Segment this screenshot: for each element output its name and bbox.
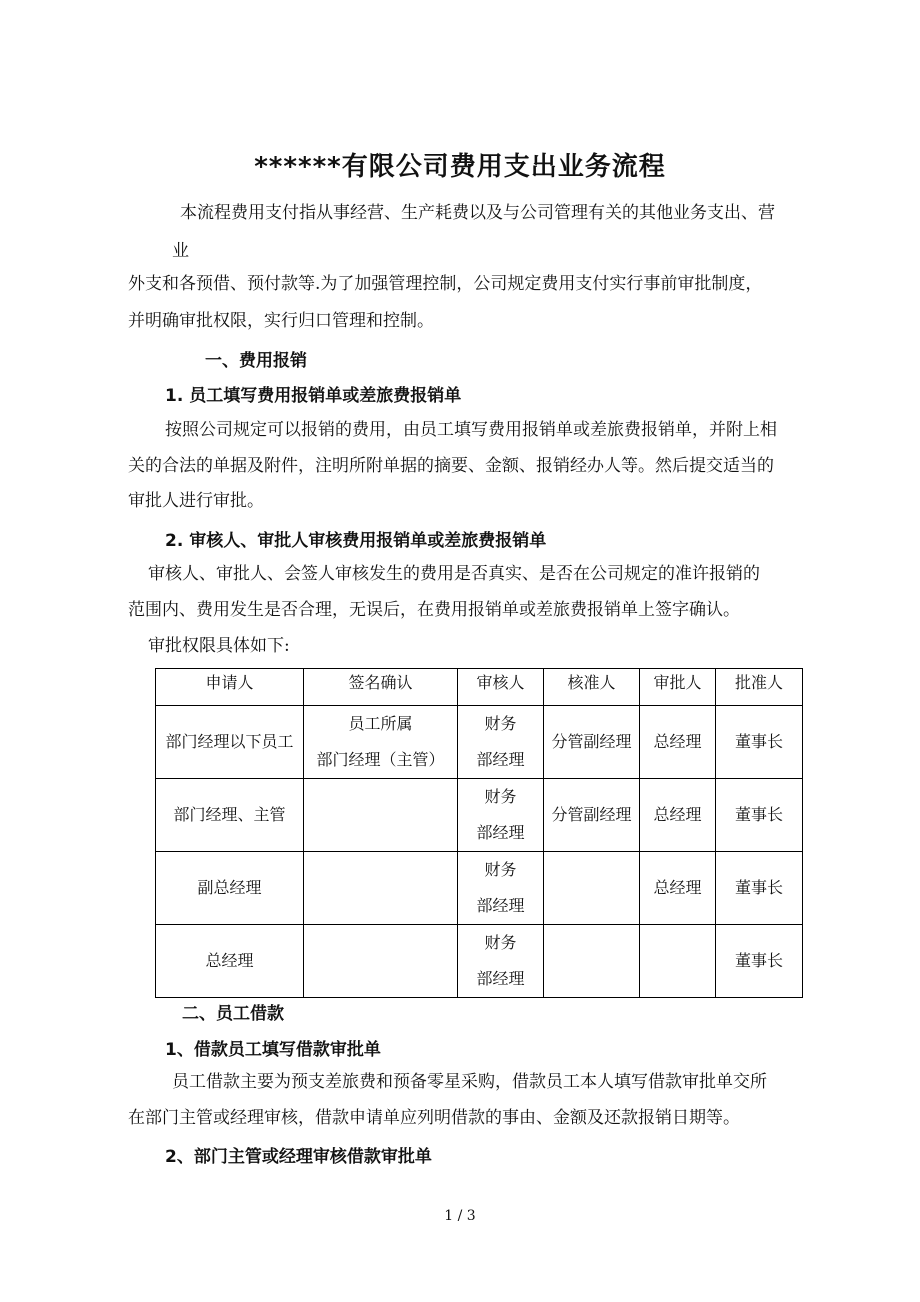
table-header-row [156,669,803,706]
section2-step1-line-2: 在部门主管或经理审核，借款申请单应列明借款的事由、金额及还款报销日期等。 [128,1108,740,1128]
cell-applicant: 部门经理、主管 [156,779,304,852]
section1-step1-line-2: 关的合法的单据及附件，注明所附单据的摘要、金额、报销经办人等。然后提交适当的 [128,456,774,476]
approval-authority-table [155,668,803,998]
cell-reviewer [458,852,544,925]
intro-line-2: 业 [172,241,189,261]
cell-reviewer-line-1: 财务 [484,860,517,879]
section1-step2-line-3: 审批权限具体如下: [148,636,290,656]
table-row [156,779,803,852]
section1-step1-heading: 1. 员工填写费用报销单或差旅费报销单 [165,386,462,406]
cell-reviewer [458,925,544,998]
cell-sign-line-2: 部门经理（主管） [316,750,445,769]
cell-reviewer-line-1: 财务 [484,714,517,733]
cell-final-approver: 董事长 [716,925,803,998]
table-row [156,852,803,925]
cell-approver [640,925,716,998]
header-verifier: 核准人 [544,669,640,706]
header-approver: 审批人 [640,669,716,706]
cell-sign-confirm [304,925,458,998]
cell-verifier [544,925,640,998]
section1-step2-line-1: 审核人、审批人、会签人审核发生的费用是否真实、是否在公司规定的准许报销的 [148,564,760,584]
cell-reviewer-line-2: 部经理 [476,969,525,988]
section2-step1-heading: 1、借款员工填写借款审批单 [165,1040,381,1060]
header-applicant: 申请人 [156,669,304,706]
cell-applicant: 总经理 [156,925,304,998]
cell-reviewer-line-1: 财务 [484,787,517,806]
cell-sign-line-1: 员工所属 [348,714,413,733]
cell-final-approver: 董事长 [716,706,803,779]
section2-step1-line-1: 员工借款主要为预支差旅费和预备零星采购，借款员工本人填写借款审批单交所 [172,1072,767,1092]
section1-heading: 一、费用报销 [205,351,307,371]
cell-approver: 总经理 [640,706,716,779]
cell-applicant: 部门经理以下员工 [156,706,304,779]
table-row [156,706,803,779]
cell-reviewer-line-2: 部经理 [476,896,525,915]
intro-line-1: 本流程费用支付指从事经营、生产耗费以及与公司管理有关的其他业务支出、营 [180,203,775,223]
section2-heading: 二、员工借款 [182,1004,284,1024]
section1-step1-line-1: 按照公司规定可以报销的费用，由员工填写费用报销单或差旅费报销单，并附上相 [165,420,777,440]
table-row [156,925,803,998]
cell-reviewer-line-2: 部经理 [476,823,525,842]
cell-approver: 总经理 [640,779,716,852]
page-title: ******有限公司费用支出业务流程 [254,152,666,182]
cell-sign-confirm [304,852,458,925]
intro-line-4: 并明确审批权限，实行归口管理和控制。 [128,311,434,331]
section1-step2-line-2: 范围内、费用发生是否合理，无误后，在费用报销单或差旅费报销单上签字确认。 [128,600,740,620]
section2-step2-heading: 2、部门主管或经理审核借款审批单 [165,1147,432,1167]
cell-reviewer-line-1: 财务 [484,933,517,952]
cell-final-approver: 董事长 [716,852,803,925]
cell-verifier: 分管副经理 [544,779,640,852]
cell-final-approver: 董事长 [716,779,803,852]
cell-sign-confirm [304,779,458,852]
cell-verifier: 分管副经理 [544,706,640,779]
cell-reviewer [458,706,544,779]
intro-line-3: 外支和各预借、预付款等.为了加强管理控制，公司规定费用支付实行事前审批制度， [128,274,763,294]
header-final-approver: 批准人 [716,669,803,706]
cell-sign-confirm [304,706,458,779]
cell-reviewer [458,779,544,852]
cell-verifier [544,852,640,925]
cell-approver: 总经理 [640,852,716,925]
cell-applicant: 副总经理 [156,852,304,925]
header-sign-confirm: 签名确认 [304,669,458,706]
cell-reviewer-line-2: 部经理 [476,750,525,769]
section1-step1-line-3: 审批人进行审批。 [128,491,264,511]
header-reviewer: 审核人 [458,669,544,706]
page-number: 1 / 3 [444,1208,476,1224]
section1-step2-heading: 2. 审核人、审批人审核费用报销单或差旅费报销单 [165,531,547,551]
